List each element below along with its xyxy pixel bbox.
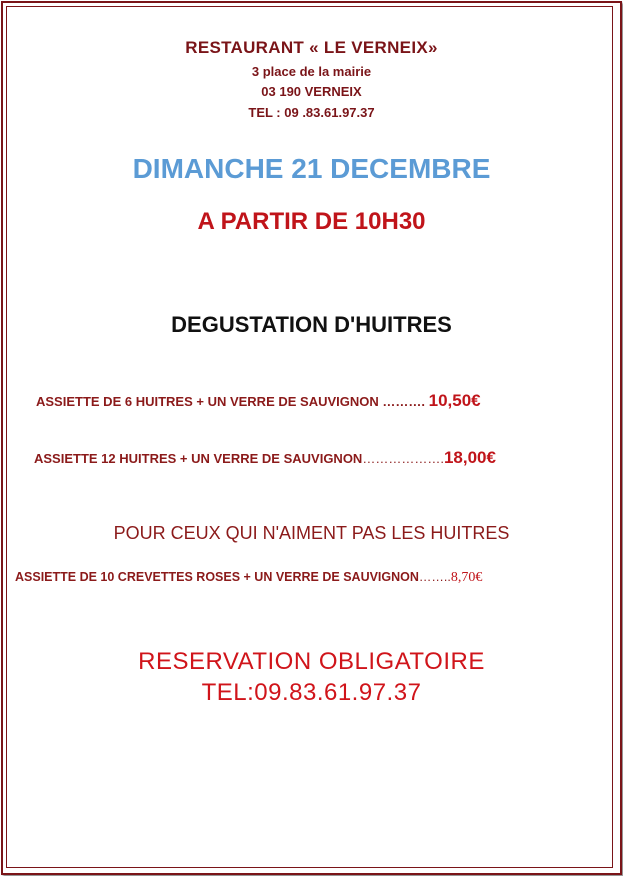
menu-item-shrimp bbox=[15, 570, 482, 586]
reservation-notice: RESERVATION OBLIGATOIRE bbox=[138, 648, 485, 675]
address-city: 03 190 VERNEIX bbox=[261, 84, 362, 99]
menu-item-label: ASSIETTE DE 6 HUITRES + UN VERRE DE SAUVIGNON bbox=[36, 394, 379, 409]
page-border-inner bbox=[6, 6, 613, 868]
event-time: A PARTIR DE 10H30 bbox=[197, 208, 426, 235]
menu-item-dots: …….. bbox=[418, 570, 451, 584]
menu-item-dots: ………. bbox=[382, 394, 429, 409]
menu-item-dots: ………………. bbox=[362, 451, 444, 466]
menu-item-price: 8,70€ bbox=[450, 570, 483, 585]
header-phone: TEL : 09 .83.61.97.37 bbox=[248, 105, 375, 120]
event-date: DIMANCHE 21 DECEMBRE bbox=[132, 153, 491, 184]
tasting-title: DEGUSTATION D'HUITRES bbox=[171, 312, 452, 337]
menu-item-6-oysters bbox=[36, 391, 481, 411]
menu-item-label: ASSIETTE DE 10 CREVETTES ROSES + UN VERRE DE SAUVIGNON bbox=[15, 570, 419, 584]
address-street: 3 place de la mairie bbox=[251, 64, 372, 79]
alternative-title: POUR CEUX QUI N'AIMENT PAS LES HUITRES bbox=[113, 523, 510, 543]
menu-item-price: 10,50€ bbox=[428, 391, 481, 410]
reservation-phone: TEL:09.83.61.97.37 bbox=[201, 679, 422, 706]
menu-item-12-oysters bbox=[34, 448, 496, 468]
restaurant-name: RESTAURANT « LE VERNEIX» bbox=[185, 38, 438, 57]
menu-item-label: ASSIETTE 12 HUITRES + UN VERRE DE SAUVIGNON bbox=[34, 451, 363, 466]
menu-item-price: 18,00€ bbox=[443, 448, 496, 467]
